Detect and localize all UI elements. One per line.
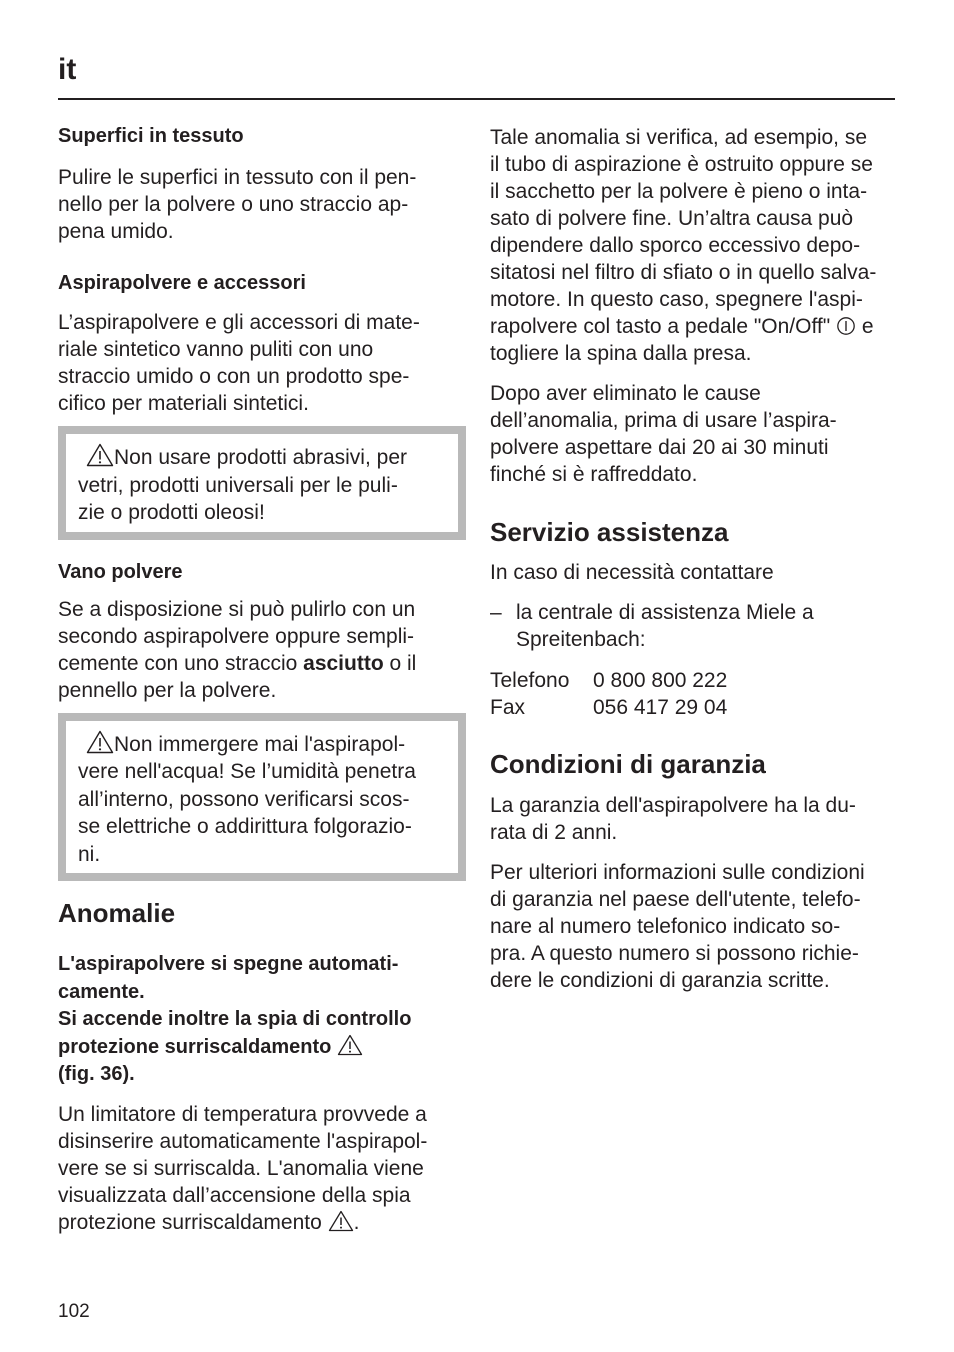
servizio-item-text: la centrale di assistenza Miele a Spreitenbach: <box>516 601 814 651</box>
warning-triangle-icon <box>328 1210 354 1232</box>
vano-heading: Vano polvere <box>58 560 183 583</box>
vano-text-before: Se a disposizione si può pulirlo con un secondo aspirapolvere oppure sempli- cemente con uno straccio <box>58 597 416 675</box>
aspirapolvere-heading: Aspirapolvere e accessori <box>58 272 306 294</box>
warning-box-abrasives <box>58 426 466 540</box>
warning-triangle-icon <box>86 730 114 754</box>
contact-row <box>490 667 895 694</box>
anomaly-cause-text <box>490 124 895 367</box>
contact-row <box>490 694 895 721</box>
anomalie-text-body: Un limitatore di temperatura provvede a disinserire automaticamente l'aspirapol- vere se si surriscalda. L'anomalia viene visualizzata dall’accensione della spia protezione surriscaldamento <box>58 1102 428 1234</box>
aspirapolvere-text: L’aspirapolvere e gli accessori di mate- riale sintetico vanno puliti con uno straccio umido o con un prodotto spe- cifico per materiali sintetici. <box>58 311 420 415</box>
servizio-intro: In caso di necessità contattare <box>490 561 774 584</box>
anomalie-heading: Anomalie <box>58 898 176 928</box>
vano-text-after: o il pennello per la polvere. <box>58 651 417 702</box>
anomaly-cause-after: e togliere la spina dalla presa. <box>490 315 874 365</box>
anomalie-text <box>58 1101 466 1236</box>
warning-triangle-icon <box>337 1034 363 1056</box>
vano-text-bold: asciutto <box>303 651 384 675</box>
warning-text-water: Non immergere mai l'aspirapol- vere nell'acqua! Se l’umidità penetra all’interno, possono verificarsi scos- se elettriche o addirittura folgorazio- ni. <box>78 732 416 866</box>
garanzia-text-2: Per ulteriori informazioni sulle condizioni di garanzia nel paese dell'utente, telefo- nare al numero telefonico indicato so- pra. A questo numero si possono richie- dere le condizioni di garanzia scritte. <box>490 861 865 992</box>
anomalie-subheading <box>58 951 466 1089</box>
superfici-heading: Superfici in tessuto <box>58 125 244 147</box>
anomaly-cause-before: Tale anomalia si verifica, ad esempio, se il tubo di aspirazione è ostruito oppure se il sacchetto per la polvere è pieno o inta- sato di polvere fine. Un’altra causa può dipendere dallo sporco eccessivo depo- sitatosi nel filtro di sfiato o in quello salva- motore. In questo caso, spegnere l'aspi- rapolvere col tasto a pedale "On/Off" <box>490 126 877 338</box>
contact-label: Fax <box>490 696 526 719</box>
superfici-text: Pulire le superfici in tessuto con il pen- nello per la polvere o uno straccio ap- pena umido. <box>58 166 417 243</box>
language-code: it <box>58 53 77 86</box>
contact-value: 056 417 29 04 <box>593 696 728 719</box>
page-number: 102 <box>58 1301 90 1322</box>
servizio-heading: Servizio assistenza <box>490 517 729 547</box>
power-on-off-icon <box>836 316 856 336</box>
dopo-text: Dopo aver eliminato le cause dell’anomalia, prima di usare l’aspira- polvere aspettare dai 20 ai 30 minuti finché si è raffreddato. <box>490 382 837 486</box>
dash-bullet: – <box>490 601 502 624</box>
header-rule <box>58 98 895 100</box>
garanzia-heading: Condizioni di garanzia <box>490 749 766 779</box>
right-column <box>490 122 895 994</box>
contact-value: 0 800 800 222 <box>593 669 728 692</box>
left-column <box>58 122 466 1236</box>
warning-text-abrasives: Non usare prodotti abrasivi, per vetri, prodotti universali per le puli- zie o prodotti oleosi! <box>78 446 407 524</box>
anomalie-text-end: . <box>353 1210 360 1234</box>
garanzia-text-1: La garanzia dell'aspirapolvere ha la du- rata di 2 anni. <box>490 794 856 844</box>
contact-table <box>490 667 895 721</box>
contact-label: Telefono <box>490 669 570 692</box>
vano-text <box>58 596 466 704</box>
anomalie-subheading-fig: (fig. 36). <box>58 1063 135 1085</box>
servizio-list-item <box>490 599 895 653</box>
anomalie-subheading-text: L'aspirapolvere si spegne automati- camente. Si accende inoltre la spia di controllo protezione surriscaldamento <box>58 953 412 1058</box>
warning-box-water <box>58 713 466 882</box>
warning-triangle-icon <box>86 443 114 467</box>
